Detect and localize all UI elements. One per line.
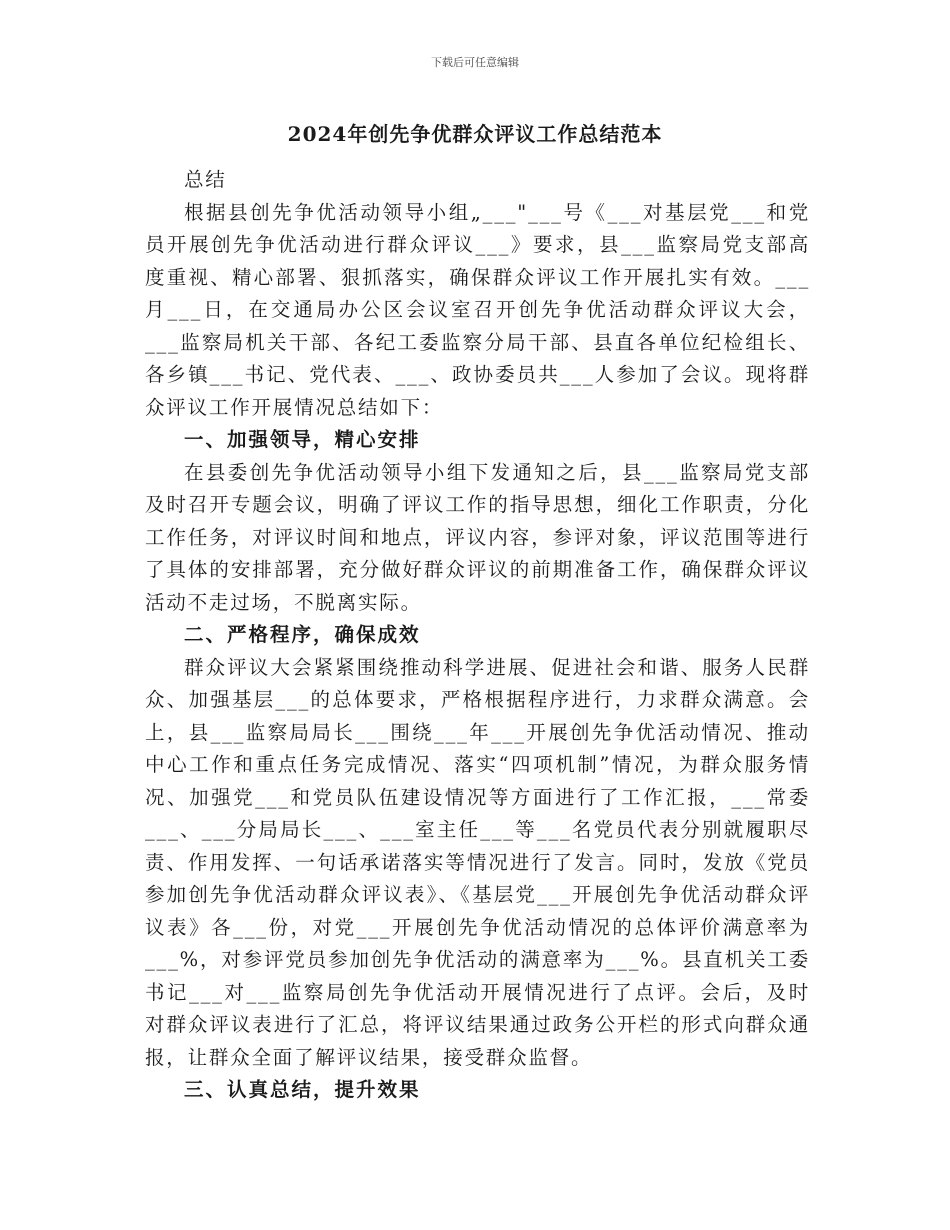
header-note: 下载后可任意编辑 — [431, 56, 519, 69]
document-body — [145, 164, 810, 1107]
section-heading-3: 三、认真总结，提升效果 — [184, 1078, 421, 1101]
intro-label: 总结 — [184, 168, 227, 191]
paragraph-section-1: 在县委创先争优活动领导小组下发通知之后，县___监察局党支部及时召开专题会议，明确了评议工作的指导思想，细化工作职责，分化工作任务，对评议时间和地点，评议内容，参评对象，评议范围等进行了具体的安排部署，充分做好群众评议的前期准备工作，确保群众评议活动不走过场，不脱离实际。 — [145, 460, 811, 614]
section-heading-2: 二、严格程序，确保成效 — [184, 623, 421, 646]
section-heading-1: 一、加强领导，精心安排 — [184, 428, 421, 451]
paragraph-section-2: 群众评议大会紧紧围绕推动科学进展、促进社会和谐、服务人民群众、加强基层___的总体要求，严格根据程序进行，力求群众满意。会上，县___监察局局长___围绕___年___开展创先争优活动情况、推动中心工作和重点任务完成情况、落实“四项机制”情况，为群众服务情况、加强党___和党员队伍建设情况等方面进行了工作汇报，___常委___、___分局局长___、___室主任___等___名党员代表分别就履职尽责、作用发挥、一句话承诺落实等情况进行了发言。同时，发放《党员参加创先争优活动群众评议表》、《基层党___开展创先争优活动群众评议表》各___份，对党___开展创先争优活动情况的总体评价满意率为___%，对参评党员参加创先争优活动的满意率为___%。县直机关工委书记___对___监察局创先争优活动开展情况进行了点评。会后，及时对群众评议表进行了汇总，将评议结果通过政务公开栏的形式向群众通报，让群众全面了解评议结果，接受群众监督。 — [145, 655, 810, 1069]
paragraph-intro: 根据县创先争优活动领导小组„___"___号《___对基层党___和党员开展创先争优活动进行群众评议___》要求，县___监察局党支部高度重视、精心部署、狠抓落实，确保群众评议工作开展扎实有效。___月___日，在交通局办公区会议室召开创先争优活动群众评议大会，___监察局机关干部、各纪工委监察分局干部、县直各单位纪检组长、各乡镇___书记、党代表、___、政协委员共___人参加了会议。现将群众评议工作开展情况总结如下： — [145, 200, 810, 419]
document-title: 2024年创先争优群众评议工作总结范本 — [287, 122, 663, 146]
